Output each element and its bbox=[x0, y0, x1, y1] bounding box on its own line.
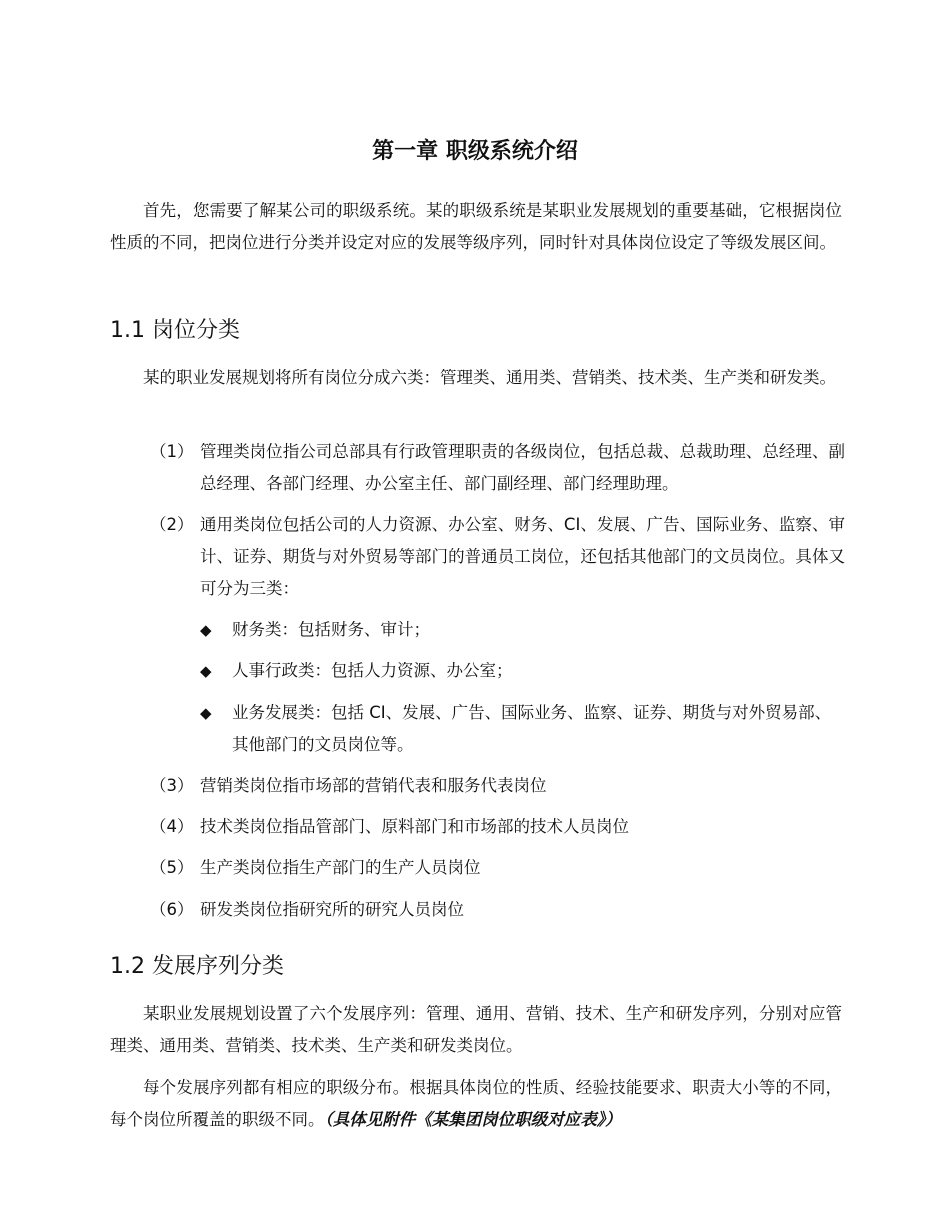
bullet-item bbox=[200, 697, 840, 761]
list-item-text: 管理类岗位指公司总部具有行政管理职责的各级岗位，包括总裁、总裁助理、总经理、副总经理、各部门经理、办公室主任、部门副经理、部门经理助理。 bbox=[200, 442, 845, 493]
diamond-bullet-icon: ◆ bbox=[200, 621, 212, 639]
list-item-text: 通用类岗位包括公司的人力资源、办公室、财务、CI、发展、广告、国际业务、监察、审计、证券、期货与对外贸易等部门的普通员工岗位，还包括其他部门的文员岗位。具体又可分为三类： bbox=[200, 515, 845, 598]
bullet-text: 业务发展类：包括 CI、发展、广告、国际业务、监察、证券、期货与对外贸易部、其他部门的文员岗位等。 bbox=[232, 703, 832, 754]
appendix-reference: （具体见附件《某集团岗位职级对应表》） bbox=[324, 1110, 622, 1129]
section-heading-1-2: 1.2 发展序列分类 bbox=[110, 954, 284, 979]
list-item bbox=[150, 852, 845, 884]
section-heading-1-1: 1.1 岗位分类 bbox=[110, 318, 240, 343]
list-item bbox=[150, 811, 845, 843]
list-item bbox=[150, 894, 845, 926]
bullet-item bbox=[200, 614, 840, 646]
chapter-title: 第一章 职级系统介绍 bbox=[372, 139, 578, 164]
list-item-text: 营销类岗位指市场部的营销代表和服务代表岗位 bbox=[200, 776, 547, 795]
list-item-text: 技术类岗位指品管部门、原料部门和市场部的技术人员岗位 bbox=[200, 817, 629, 836]
list-item-number: （6） bbox=[150, 900, 194, 919]
bullet-text: 人事行政类：包括人力资源、办公室； bbox=[232, 661, 513, 680]
list-item-number: （2） bbox=[150, 515, 194, 534]
section-1-2-paragraph-2 bbox=[110, 1072, 842, 1136]
diamond-bullet-icon: ◆ bbox=[200, 662, 212, 680]
bullet-item bbox=[200, 655, 840, 687]
list-item-number: （4） bbox=[150, 817, 194, 836]
list-item-number: （1） bbox=[150, 442, 194, 461]
diamond-bullet-icon: ◆ bbox=[200, 704, 212, 722]
list-item bbox=[150, 770, 845, 802]
list-item-text: 生产类岗位指生产部门的生产人员岗位 bbox=[200, 858, 481, 877]
list-item bbox=[150, 509, 845, 605]
paragraph-text: 每个发展序列都有相应的职级分布。根据具体岗位的性质、经验技能要求、职责大小等的不同，每个岗位所覆盖的职级不同。 bbox=[110, 1078, 842, 1129]
bullet-text: 财务类：包括财务、审计； bbox=[232, 620, 430, 639]
list-item bbox=[150, 436, 845, 500]
list-item-number: （3） bbox=[150, 776, 194, 795]
chapter-intro-paragraph: 首先，您需要了解某公司的职级系统。某的职级系统是某职业发展规划的重要基础，它根据岗位性质的不同，把岗位进行分类并设定对应的发展等级序列，同时针对具体岗位设定了等级发展区间。 bbox=[110, 201, 842, 252]
list-item-number: （5） bbox=[150, 858, 194, 877]
section-1-1-intro: 某的职业发展规划将所有岗位分成六类：管理类、通用类、营销类、技术类、生产类和研发类。 bbox=[143, 368, 836, 387]
list-item-text: 研发类岗位指研究所的研究人员岗位 bbox=[200, 900, 464, 919]
section-1-2-paragraph-1: 某职业发展规划设置了六个发展序列：管理、通用、营销、技术、生产和研发序列，分别对应管理类、通用类、营销类、技术类、生产类和研发类岗位。 bbox=[110, 1004, 842, 1055]
